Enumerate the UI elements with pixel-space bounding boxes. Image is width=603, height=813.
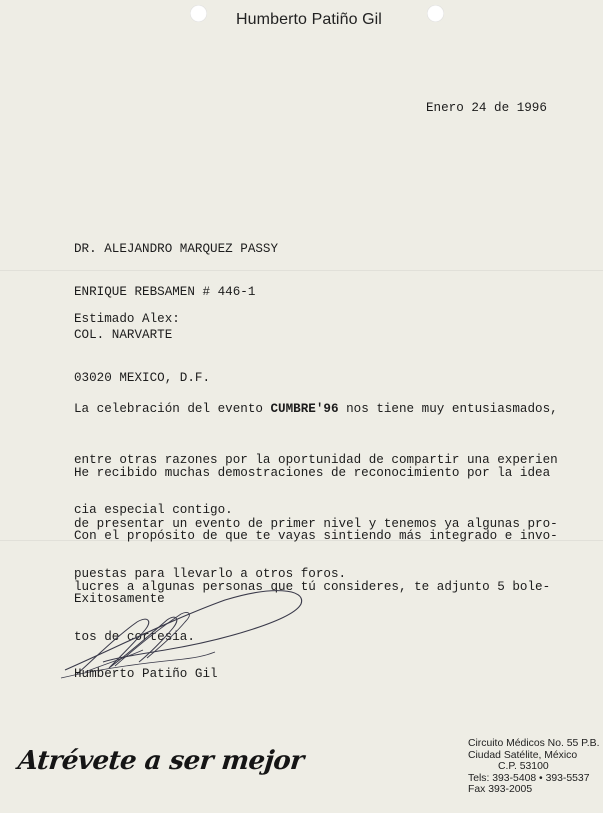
address-line: COL. NARVARTE	[74, 328, 173, 342]
event-name: CUMBRE'96	[270, 402, 339, 416]
footer-address-line: C.P. 53100	[498, 761, 549, 772]
paragraph-line: He recibido muchas demostraciones de reconocimiento por la idea	[74, 466, 551, 480]
paragraph-line: de presentar un evento de primer nivel y tenemos ya algunas pro-	[74, 516, 558, 531]
text-run: nos tiene muy entusiasmados,	[338, 402, 558, 416]
punch-hole	[427, 5, 444, 22]
punch-hole	[190, 5, 207, 22]
address-line: 03020 MEXICO, D.F.	[74, 371, 211, 385]
salutation: Estimado Alex:	[74, 312, 180, 326]
paragraph-line	[74, 399, 558, 420]
letterhead-name: Humberto Patiño Gil	[236, 11, 382, 28]
paragraph-line: lucres a algunas personas que tú consideres, te adjunto 5 bole-	[74, 579, 551, 594]
text-run: La celebración del evento	[74, 402, 271, 416]
paragraph-line: cia especial contigo.	[74, 503, 233, 517]
footer-address-line: Ciudad Satélite, México	[468, 749, 578, 761]
footer-address	[468, 738, 599, 796]
footer-slogan: Atrévete a ser mejor	[16, 746, 306, 776]
signer-name: Humberto Patiño Gil	[74, 667, 218, 681]
paragraph-line: tos de cortesia.	[74, 630, 195, 644]
paragraph-line: Con el propósito de que te vayas sintiendo más integrado e invo-	[74, 529, 558, 543]
address-line: ENRIQUE REBSAMEN # 446-1	[74, 285, 256, 299]
letter-date: Enero 24 de 1996	[426, 101, 547, 115]
address-line: DR. ALEJANDRO MARQUEZ PASSY	[74, 242, 279, 256]
paragraph-line: puestas para llevarlo a otros foros.	[74, 567, 347, 581]
footer-address-line: Circuito Médicos No. 55 P.B.	[468, 738, 600, 749]
paragraph-line: entre otras razones por la oportunidad de compartir una experien	[74, 452, 558, 467]
footer-fax-line: Fax 393-2005	[468, 784, 533, 795]
closing-text: Exitosamente	[74, 592, 165, 606]
footer-phone-line: Tels: 393-5408 • 393-5537	[468, 772, 590, 784]
